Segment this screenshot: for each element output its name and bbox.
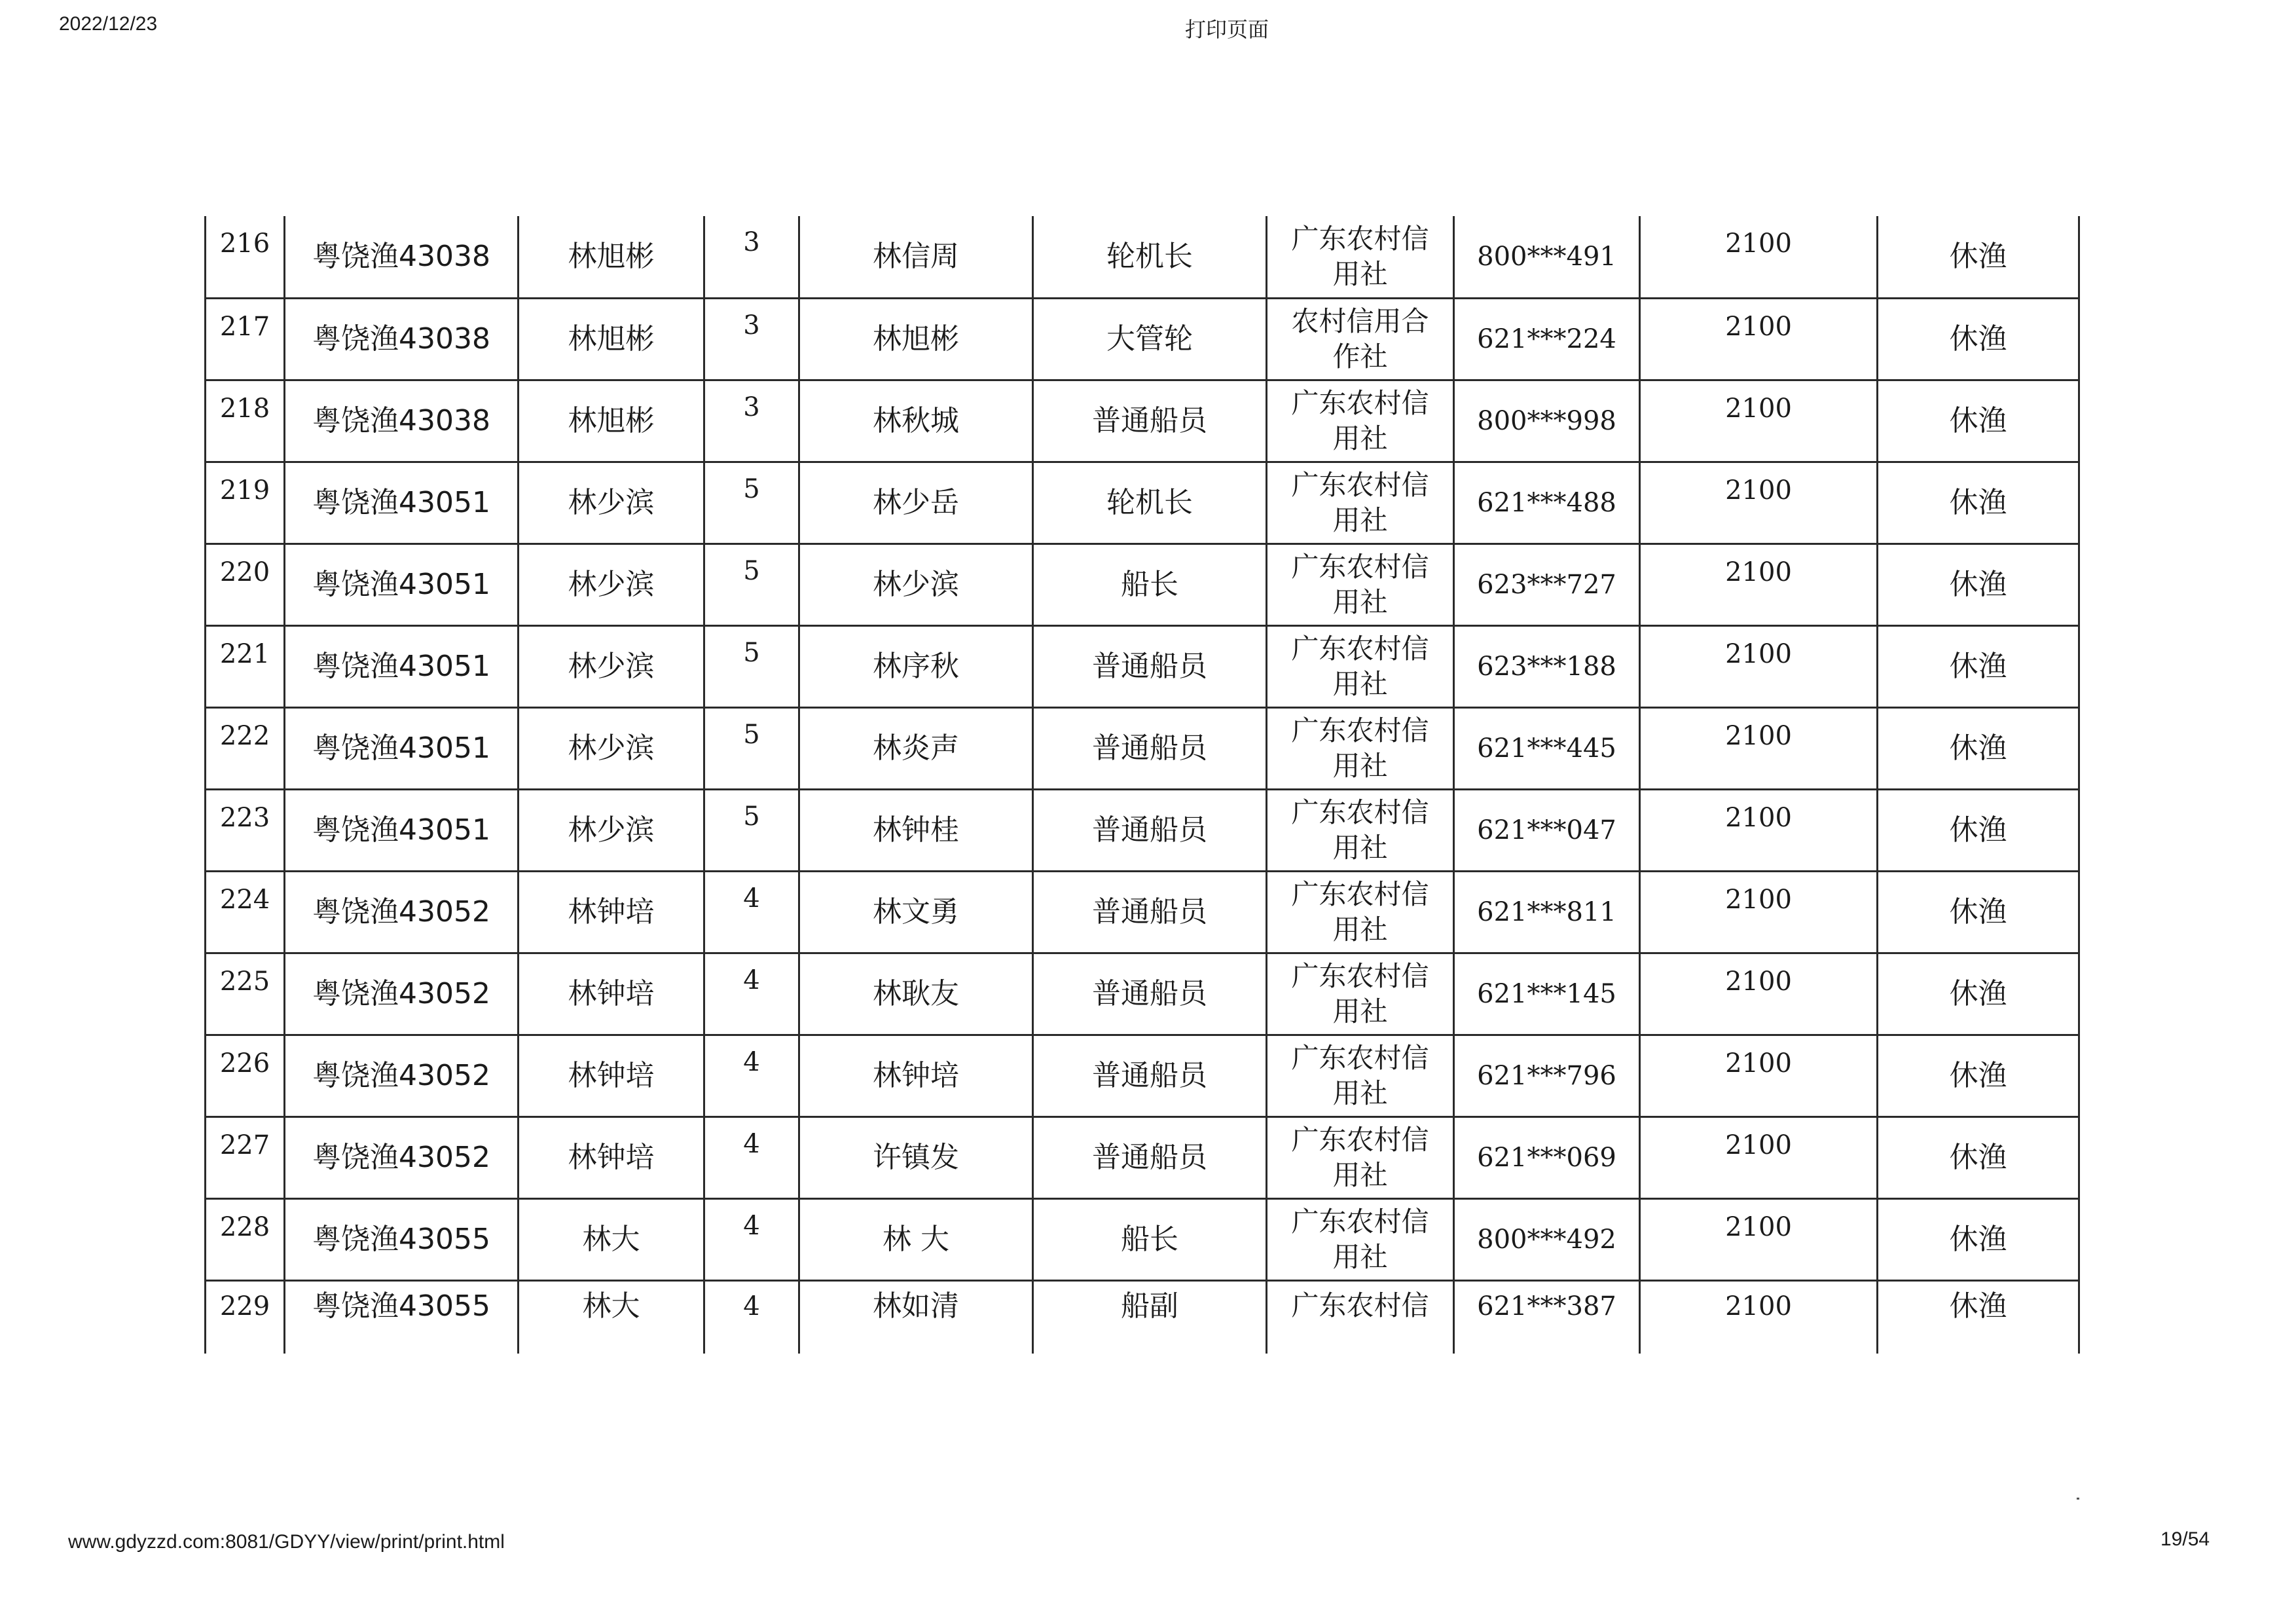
- bank-name-line-1: 广东农村信: [1291, 468, 1429, 501]
- vessel-owner: 林旭彬: [519, 216, 704, 298]
- bank-name-line-1: 广东农村信: [1291, 1041, 1429, 1074]
- bank-name-line-1: 广东农村信: [1291, 877, 1429, 910]
- subsidy-amount: 2100: [1640, 1280, 1878, 1354]
- row-index: 224: [206, 871, 285, 953]
- crew-name: 林序秋: [799, 625, 1033, 707]
- page-url: www.gdyzzd.com:8081/GDYY/view/print/print.html: [68, 1531, 505, 1553]
- bank-name: [1267, 216, 1454, 298]
- bank-name-line-2: 用社: [1332, 749, 1388, 782]
- vessel-number: 粤饶渔43055: [285, 1280, 519, 1354]
- vessel-owner: 林旭彬: [519, 380, 704, 462]
- subsidy-amount: 2100: [1640, 544, 1878, 625]
- account-number: 621***069: [1454, 1116, 1640, 1198]
- bank-name-line-1: 广东农村信: [1291, 222, 1429, 255]
- subsidy-amount: 2100: [1640, 1035, 1878, 1116]
- crew-count: 5: [704, 462, 799, 544]
- bank-name-line-2: 用社: [1332, 1158, 1388, 1191]
- account-number: 800***492: [1454, 1198, 1640, 1280]
- status: 休渔: [1878, 298, 2079, 380]
- vessel-number: 粤饶渔43051: [285, 625, 519, 707]
- account-number: 621***387: [1454, 1280, 1640, 1354]
- bank-name-line-2: 用社: [1332, 422, 1388, 454]
- crew-count: 4: [704, 1280, 799, 1354]
- crew-role: 船长: [1033, 1198, 1267, 1280]
- status: 休渔: [1878, 1035, 2079, 1116]
- vessel-number: 粤饶渔43055: [285, 1198, 519, 1280]
- crew-name: 林钟培: [799, 1035, 1033, 1116]
- status: 休渔: [1878, 789, 2079, 871]
- crew-name: 许镇发: [799, 1116, 1033, 1198]
- bank-name: [1267, 1280, 1454, 1354]
- vessel-owner: 林少滨: [519, 462, 704, 544]
- row-index: 218: [206, 380, 285, 462]
- row-index: 217: [206, 298, 285, 380]
- crew-name: 林钟桂: [799, 789, 1033, 871]
- crew-role: 普通船员: [1033, 380, 1267, 462]
- table-row: [206, 625, 2079, 707]
- crew-name: 林旭彬: [799, 298, 1033, 380]
- subsidy-amount: 2100: [1640, 380, 1878, 462]
- print-date: 2022/12/23: [59, 13, 158, 35]
- vessel-number: 粤饶渔43038: [285, 380, 519, 462]
- account-number: 621***047: [1454, 789, 1640, 871]
- status: 休渔: [1878, 216, 2079, 298]
- bank-name-line-2: 用社: [1332, 667, 1388, 700]
- vessel-number: 粤饶渔43051: [285, 707, 519, 789]
- vessel-owner: 林钟培: [519, 871, 704, 953]
- bank-name-line-2: 用社: [1332, 831, 1388, 864]
- bank-name-line-2: 用社: [1332, 995, 1388, 1027]
- bank-name: [1267, 1116, 1454, 1198]
- crew-count: 4: [704, 1198, 799, 1280]
- crew-count: 4: [704, 953, 799, 1035]
- crew-role: 普通船员: [1033, 707, 1267, 789]
- status: 休渔: [1878, 544, 2079, 625]
- subsidy-amount: 2100: [1640, 1198, 1878, 1280]
- bank-name-line-2: 用社: [1332, 913, 1388, 946]
- subsidy-amount: 2100: [1640, 298, 1878, 380]
- bank-name: [1267, 544, 1454, 625]
- table-body: [206, 216, 2079, 1354]
- crew-name: 林文勇: [799, 871, 1033, 953]
- subsidy-amount: 2100: [1640, 216, 1878, 298]
- bank-name: [1267, 625, 1454, 707]
- row-index: 228: [206, 1198, 285, 1280]
- crew-count: 4: [704, 1035, 799, 1116]
- vessel-number: 粤饶渔43038: [285, 216, 519, 298]
- bank-name-line-1: 广东农村信: [1291, 1205, 1429, 1238]
- status: 休渔: [1878, 1198, 2079, 1280]
- table-row: [206, 1198, 2079, 1280]
- vessel-number: 粤饶渔43051: [285, 789, 519, 871]
- status: 休渔: [1878, 625, 2079, 707]
- crew-role: 普通船员: [1033, 625, 1267, 707]
- bank-name: [1267, 707, 1454, 789]
- scan-speck: [2077, 1498, 2079, 1500]
- vessel-number: 粤饶渔43052: [285, 953, 519, 1035]
- table-row: [206, 707, 2079, 789]
- table-row: [206, 380, 2079, 462]
- bank-name-line-2: 用社: [1332, 1240, 1388, 1273]
- vessel-owner: 林大: [519, 1198, 704, 1280]
- status: 休渔: [1878, 462, 2079, 544]
- crew-role: 普通船员: [1033, 871, 1267, 953]
- crew-count: 3: [704, 298, 799, 380]
- vessel-owner: 林少滨: [519, 789, 704, 871]
- status: 休渔: [1878, 871, 2079, 953]
- table-row: [206, 1116, 2079, 1198]
- crew-name: 林秋城: [799, 380, 1033, 462]
- table-row: [206, 789, 2079, 871]
- table-row: [206, 1035, 2079, 1116]
- vessel-number: 粤饶渔43038: [285, 298, 519, 380]
- row-index: 225: [206, 953, 285, 1035]
- table-row: [206, 953, 2079, 1035]
- bank-name-line-1: 广东农村信: [1291, 796, 1429, 828]
- bank-name-line-2: 作社: [1332, 340, 1388, 373]
- bank-name-line-1: 广东农村信: [1291, 1289, 1429, 1321]
- account-number: 621***145: [1454, 953, 1640, 1035]
- vessel-number: 粤饶渔43052: [285, 871, 519, 953]
- subsidy-amount: 2100: [1640, 625, 1878, 707]
- crew-name: 林信周: [799, 216, 1033, 298]
- bank-name: [1267, 462, 1454, 544]
- table-row: [206, 871, 2079, 953]
- bank-name: [1267, 871, 1454, 953]
- status: 休渔: [1878, 707, 2079, 789]
- vessel-number: 粤饶渔43052: [285, 1035, 519, 1116]
- crew-role: 船长: [1033, 544, 1267, 625]
- crew-role: 大管轮: [1033, 298, 1267, 380]
- bank-name-line-1: 广东农村信: [1291, 550, 1429, 583]
- crew-count: 3: [704, 380, 799, 462]
- row-index: 219: [206, 462, 285, 544]
- crew-role: 轮机长: [1033, 216, 1267, 298]
- crew-count: 5: [704, 544, 799, 625]
- row-index: 227: [206, 1116, 285, 1198]
- bank-name-line-1: 广东农村信: [1291, 1123, 1429, 1156]
- bank-name-line-1: 广东农村信: [1291, 632, 1429, 665]
- crew-count: 5: [704, 625, 799, 707]
- vessel-number: 粤饶渔43051: [285, 462, 519, 544]
- table-row: [206, 298, 2079, 380]
- status: 休渔: [1878, 380, 2079, 462]
- vessel-owner: 林钟培: [519, 1035, 704, 1116]
- account-number: 621***224: [1454, 298, 1640, 380]
- subsidy-amount: 2100: [1640, 462, 1878, 544]
- crew-name: 林少滨: [799, 544, 1033, 625]
- row-index: 221: [206, 625, 285, 707]
- crew-role: 普通船员: [1033, 953, 1267, 1035]
- bank-name-line-1: 农村信用合: [1291, 304, 1429, 337]
- crew-name: 林如清: [799, 1280, 1033, 1354]
- subsidy-amount: 2100: [1640, 1116, 1878, 1198]
- row-index: 220: [206, 544, 285, 625]
- row-index: 222: [206, 707, 285, 789]
- vessel-owner: 林大: [519, 1280, 704, 1354]
- crew-name: 林耿友: [799, 953, 1033, 1035]
- crew-name: 林少岳: [799, 462, 1033, 544]
- bank-name-line-1: 广东农村信: [1291, 959, 1429, 992]
- crew-role: 普通船员: [1033, 1035, 1267, 1116]
- account-number: 621***445: [1454, 707, 1640, 789]
- bank-name: [1267, 953, 1454, 1035]
- bank-name-line-2: 用社: [1332, 1077, 1388, 1109]
- status: 休渔: [1878, 1116, 2079, 1198]
- crew-role: 普通船员: [1033, 789, 1267, 871]
- account-number: 623***188: [1454, 625, 1640, 707]
- crew-count: 3: [704, 216, 799, 298]
- vessel-number: 粤饶渔43052: [285, 1116, 519, 1198]
- crew-count: 5: [704, 707, 799, 789]
- bank-name: [1267, 298, 1454, 380]
- bank-name: [1267, 789, 1454, 871]
- vessel-number: 粤饶渔43051: [285, 544, 519, 625]
- account-number: 621***796: [1454, 1035, 1640, 1116]
- table-row: [206, 462, 2079, 544]
- vessel-owner: 林钟培: [519, 1116, 704, 1198]
- vessel-owner: 林少滨: [519, 707, 704, 789]
- crew-count: 4: [704, 1116, 799, 1198]
- bank-name-line-2: 用社: [1332, 257, 1388, 290]
- crew-role: 普通船员: [1033, 1116, 1267, 1198]
- crew-count: 5: [704, 789, 799, 871]
- bank-name-line-2: 用社: [1332, 504, 1388, 536]
- status: 休渔: [1878, 953, 2079, 1035]
- vessel-owner: 林少滨: [519, 625, 704, 707]
- account-number: 621***811: [1454, 871, 1640, 953]
- subsidy-table: [204, 216, 2080, 1354]
- subsidy-amount: 2100: [1640, 953, 1878, 1035]
- account-number: 800***998: [1454, 380, 1640, 462]
- bank-name: [1267, 380, 1454, 462]
- crew-count: 4: [704, 871, 799, 953]
- subsidy-amount: 2100: [1640, 789, 1878, 871]
- row-index: 226: [206, 1035, 285, 1116]
- vessel-owner: 林钟培: [519, 953, 704, 1035]
- table-row: [206, 216, 2079, 298]
- row-index: 229: [206, 1280, 285, 1354]
- account-number: 623***727: [1454, 544, 1640, 625]
- table-row: [206, 544, 2079, 625]
- crew-name: 林 大: [799, 1198, 1033, 1280]
- row-index: 216: [206, 216, 285, 298]
- table-row: [206, 1280, 2079, 1354]
- page-title: 打印页面: [1185, 17, 1269, 42]
- page-number: 19/54: [2160, 1528, 2210, 1550]
- crew-name: 林炎声: [799, 707, 1033, 789]
- account-number: 621***488: [1454, 462, 1640, 544]
- account-number: 800***491: [1454, 216, 1640, 298]
- bank-name-line-1: 广东农村信: [1291, 714, 1429, 747]
- bank-name: [1267, 1198, 1454, 1280]
- bank-name-line-2: 用社: [1332, 585, 1388, 618]
- row-index: 223: [206, 789, 285, 871]
- subsidy-amount: 2100: [1640, 707, 1878, 789]
- subsidy-amount: 2100: [1640, 871, 1878, 953]
- bank-name: [1267, 1035, 1454, 1116]
- crew-role: 轮机长: [1033, 462, 1267, 544]
- crew-role: 船副: [1033, 1280, 1267, 1354]
- vessel-owner: 林旭彬: [519, 298, 704, 380]
- bank-name-line-1: 广东农村信: [1291, 386, 1429, 419]
- status: 休渔: [1878, 1280, 2079, 1354]
- vessel-owner: 林少滨: [519, 544, 704, 625]
